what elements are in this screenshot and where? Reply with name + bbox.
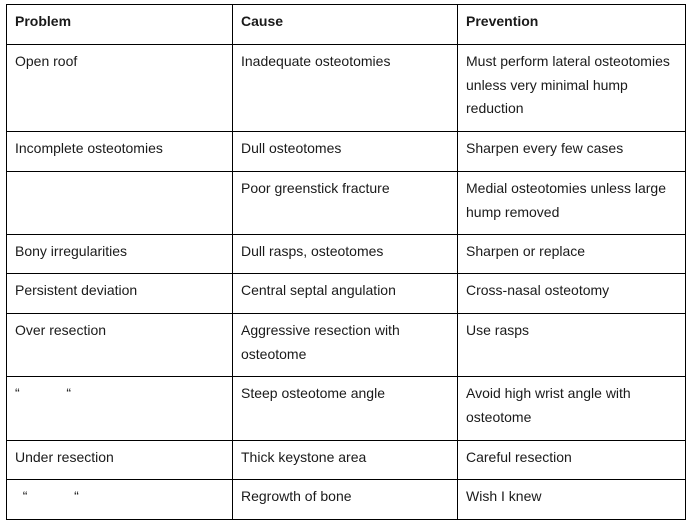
- cell-prevention: Use rasps: [458, 314, 686, 377]
- cell-cause: Regrowth of bone: [233, 480, 458, 520]
- cell-problem: Under resection: [7, 441, 233, 480]
- cell-problem: [7, 172, 233, 235]
- cell-cause: Central septal angulation: [233, 274, 458, 314]
- cell-cause: Aggressive resection with osteotome: [233, 314, 458, 377]
- cell-problem-ditto: “ “: [7, 480, 233, 520]
- table-row: [7, 132, 686, 172]
- table-row: [7, 172, 686, 235]
- cell-prevention: Sharpen every few cases: [458, 132, 686, 172]
- cell-prevention: Medial osteotomies unless large hump removed: [458, 172, 686, 235]
- cell-cause: Inadequate osteotomies: [233, 45, 458, 132]
- cell-problem: Persistent deviation: [7, 274, 233, 314]
- table-row: [7, 45, 686, 132]
- table-row: [7, 480, 686, 520]
- cell-prevention: Careful resection: [458, 441, 686, 480]
- cell-prevention: Avoid high wrist angle with osteotome: [458, 377, 686, 441]
- header-cause: Cause: [233, 5, 458, 45]
- cell-cause: Dull osteotomes: [233, 132, 458, 172]
- table-row: [7, 274, 686, 314]
- cell-problem: Over resection: [7, 314, 233, 377]
- cell-prevention: Wish I knew: [458, 480, 686, 520]
- table-row: [7, 235, 686, 274]
- cell-prevention: Sharpen or replace: [458, 235, 686, 274]
- cell-prevention: Must perform lateral osteotomies unless very minimal hump reduction: [458, 45, 686, 132]
- table-row: [7, 314, 686, 377]
- cell-problem: Incomplete osteotomies: [7, 132, 233, 172]
- header-problem: Problem: [7, 5, 233, 45]
- header-prevention: Prevention: [458, 5, 686, 45]
- table-row: [7, 441, 686, 480]
- cell-cause: Steep osteotome angle: [233, 377, 458, 441]
- header-row: [7, 5, 686, 45]
- cell-cause: Thick keystone area: [233, 441, 458, 480]
- cell-cause: Dull rasps, osteotomes: [233, 235, 458, 274]
- cell-problem-ditto: “ “: [7, 377, 233, 441]
- cell-cause: Poor greenstick fracture: [233, 172, 458, 235]
- table-row: [7, 377, 686, 441]
- cell-problem: Open roof: [7, 45, 233, 132]
- cell-prevention: Cross-nasal osteotomy: [458, 274, 686, 314]
- cell-problem: Bony irregularities: [7, 235, 233, 274]
- complications-table: [6, 4, 686, 520]
